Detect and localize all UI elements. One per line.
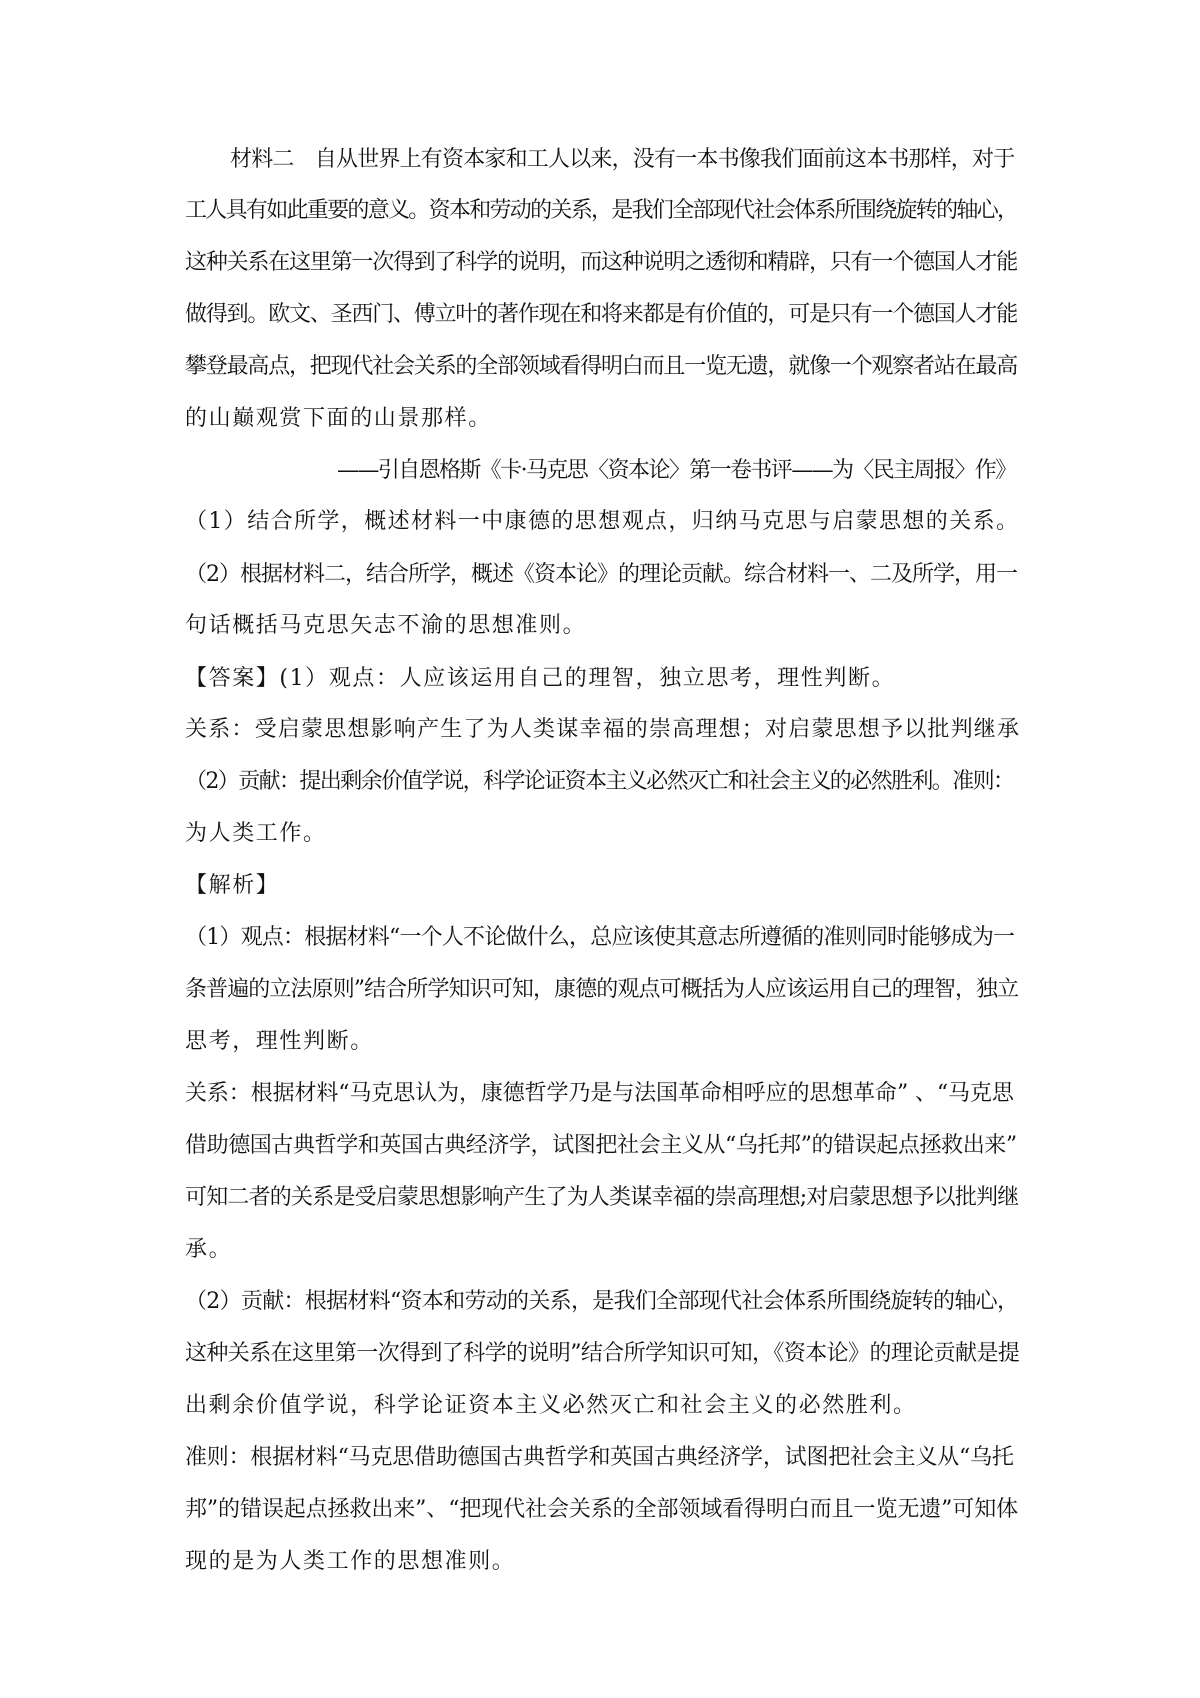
analysis-line-1: （1）观点：根据材料“一个人不论做什么，总应该使其意志所遵循的准则同时能够成为一 <box>185 925 1015 950</box>
analysis-line-5: 借助德国古典哲学和英国古典经济学，试图把社会主义从“乌托邦”的错误起点拯救出来” <box>185 1133 1017 1158</box>
material2-line-4: 做得到。欧文、圣西门、傅立叶的著作现在和将来都是有价值的，可是只有一个德国人才能 <box>185 302 1018 327</box>
material2-line-3: 这种关系在这里第一次得到了科学的说明，而这种说明之透彻和精辟，只有一个德国人才能 <box>185 250 1018 275</box>
material2-line-6: 的山巅观赏下面的山景那样。 <box>185 406 492 431</box>
analysis-line-8: （2）贡献：根据材料“资本和劳动的关系，是我们全部现代社会体系所围绕旋转的轴心， <box>185 1289 1019 1314</box>
answer-line-1: 【答案】(1）观点：人应该运用自己的理智，独立思考，理性判断。 <box>185 666 896 691</box>
analysis-line-3: 思考，理性判断。 <box>185 1029 374 1054</box>
analysis-line-4: 关系：根据材料“马克思认为，康德哲学乃是与法国革命相呼应的思想革命” 、“马克思 <box>185 1081 1014 1106</box>
question-1: （1）结合所学，概述材料一中康德的思想观点，归纳马克思与启蒙思想的关系。 <box>185 509 1020 534</box>
analysis-line-9: 这种关系在这里第一次得到了科学的说明”结合所学知识可知，《资本论》的理论贡献是提 <box>185 1341 1020 1366</box>
answer-line-4: 为人类工作。 <box>185 821 327 846</box>
analysis-line-10: 出剩余价值学说，科学论证资本主义必然灭亡和社会主义的必然胜利。 <box>185 1393 917 1418</box>
analysis-line-12: 邦”的错误起点拯救出来”、“把现代社会关系的全部领域看得明白而且一览无遗”可知体 <box>185 1497 1018 1522</box>
answer-line-3: （2）贡献：提出剩余价值学说，科学论证资本主义必然灭亡和社会主义的必然胜利。准则： <box>185 769 1014 794</box>
analysis-line-7: 承。 <box>185 1237 233 1262</box>
material2-line-5: 攀登最高点，把现代社会关系的全部领域看得明白而且一览无遗，就像一个观察者站在最高 <box>185 354 1018 379</box>
material2-line-2: 工人具有如此重要的意义。资本和劳动的关系，是我们全部现代社会体系所围绕旋转的轴心， <box>185 198 1018 223</box>
analysis-heading: 【解析】 <box>185 873 280 898</box>
analysis-line-6: 可知二者的关系是受启蒙思想影响产生了为人类谋幸福的崇高理想;对启蒙思想予以批判继 <box>185 1185 1019 1210</box>
material2-source-citation: ——引自恩格斯《卡·马克思〈资本论〉第一卷书评——为〈民主周报〉作》 <box>337 458 1016 483</box>
material2-line-1: 材料二 自从世界上有资本家和工人以来，没有一本书像我们面前这本书那样，对于 <box>230 147 1015 172</box>
answer-line-2: 关系：受启蒙思想影响产生了为人类谋幸福的崇高理想；对启蒙思想予以批判继承 <box>185 717 1021 742</box>
question-2-line-2: 句话概括马克思矢志不渝的思想准则。 <box>185 613 587 638</box>
question-2-line-1: （2）根据材料二，结合所学，概述《资本论》的理论贡献。综合材料一、二及所学，用一 <box>185 562 1018 587</box>
analysis-line-11: 准则：根据材料“马克思借助德国古典哲学和英国古典经济学，试图把社会主义从“乌托 <box>185 1445 1014 1470</box>
analysis-line-13: 现的是为人类工作的思想准则。 <box>185 1549 516 1574</box>
analysis-line-2: 条普遍的立法原则”结合所学知识可知，康德的观点可概括为人应该运用自己的理智，独立 <box>185 977 1019 1002</box>
